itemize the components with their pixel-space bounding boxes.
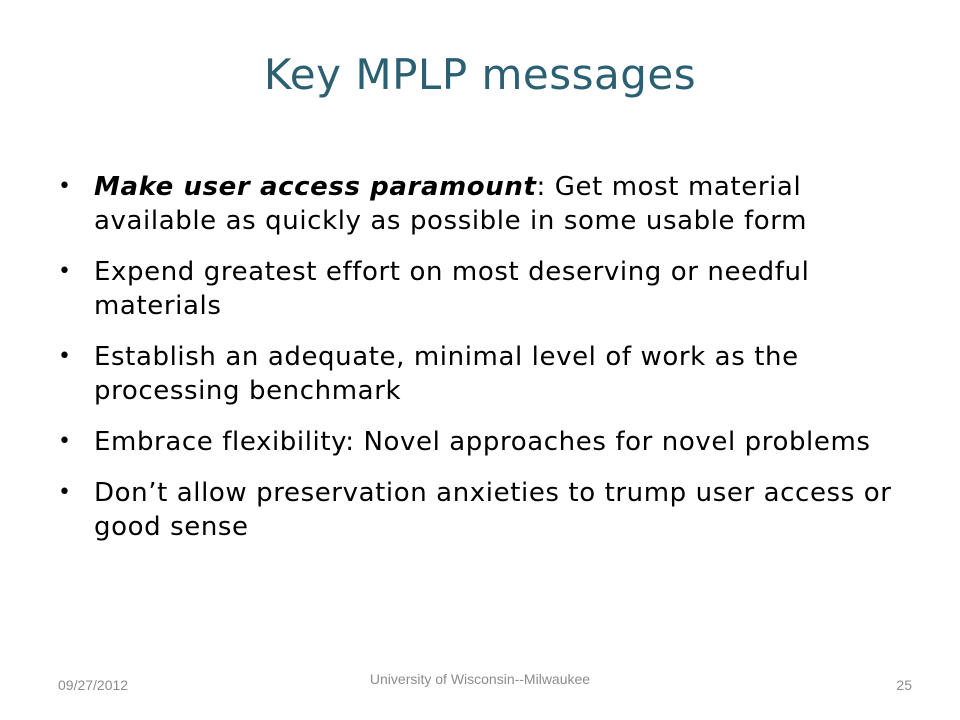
bullet-item <box>58 476 908 544</box>
bullet-icon: • <box>58 480 72 505</box>
bullet-icon: • <box>58 259 72 284</box>
bullet-item <box>58 255 908 323</box>
bullet-text: Establish an adequate, minimal level of work as the processing benchmark <box>94 342 799 406</box>
bullet-icon: • <box>58 344 72 369</box>
slide-title: Key MPLP messages <box>263 50 697 99</box>
bullet-icon: • <box>58 429 72 454</box>
bullet-item <box>58 170 908 238</box>
bullet-item <box>58 340 908 408</box>
footer-date: 09/27/2012 <box>58 677 129 693</box>
bullet-text: Don’t allow preservation anxieties to trump user access or good sense <box>94 478 892 542</box>
bullet-item <box>58 425 908 459</box>
bullet-text: : Get most material available as quickly as possible in some usable form <box>94 172 808 236</box>
page-number: 25 <box>896 677 912 693</box>
bullet-icon: • <box>58 174 72 199</box>
bullet-text: Expend greatest effort on most deserving or needful materials <box>94 257 810 321</box>
bullet-text: Embrace flexibility: Novel approaches for novel problems <box>94 427 871 457</box>
bullet-list <box>58 170 908 561</box>
footer-institution: University of Wisconsin--Milwaukee <box>369 671 591 687</box>
bullet-emphasis: Make user access paramount <box>94 172 537 202</box>
